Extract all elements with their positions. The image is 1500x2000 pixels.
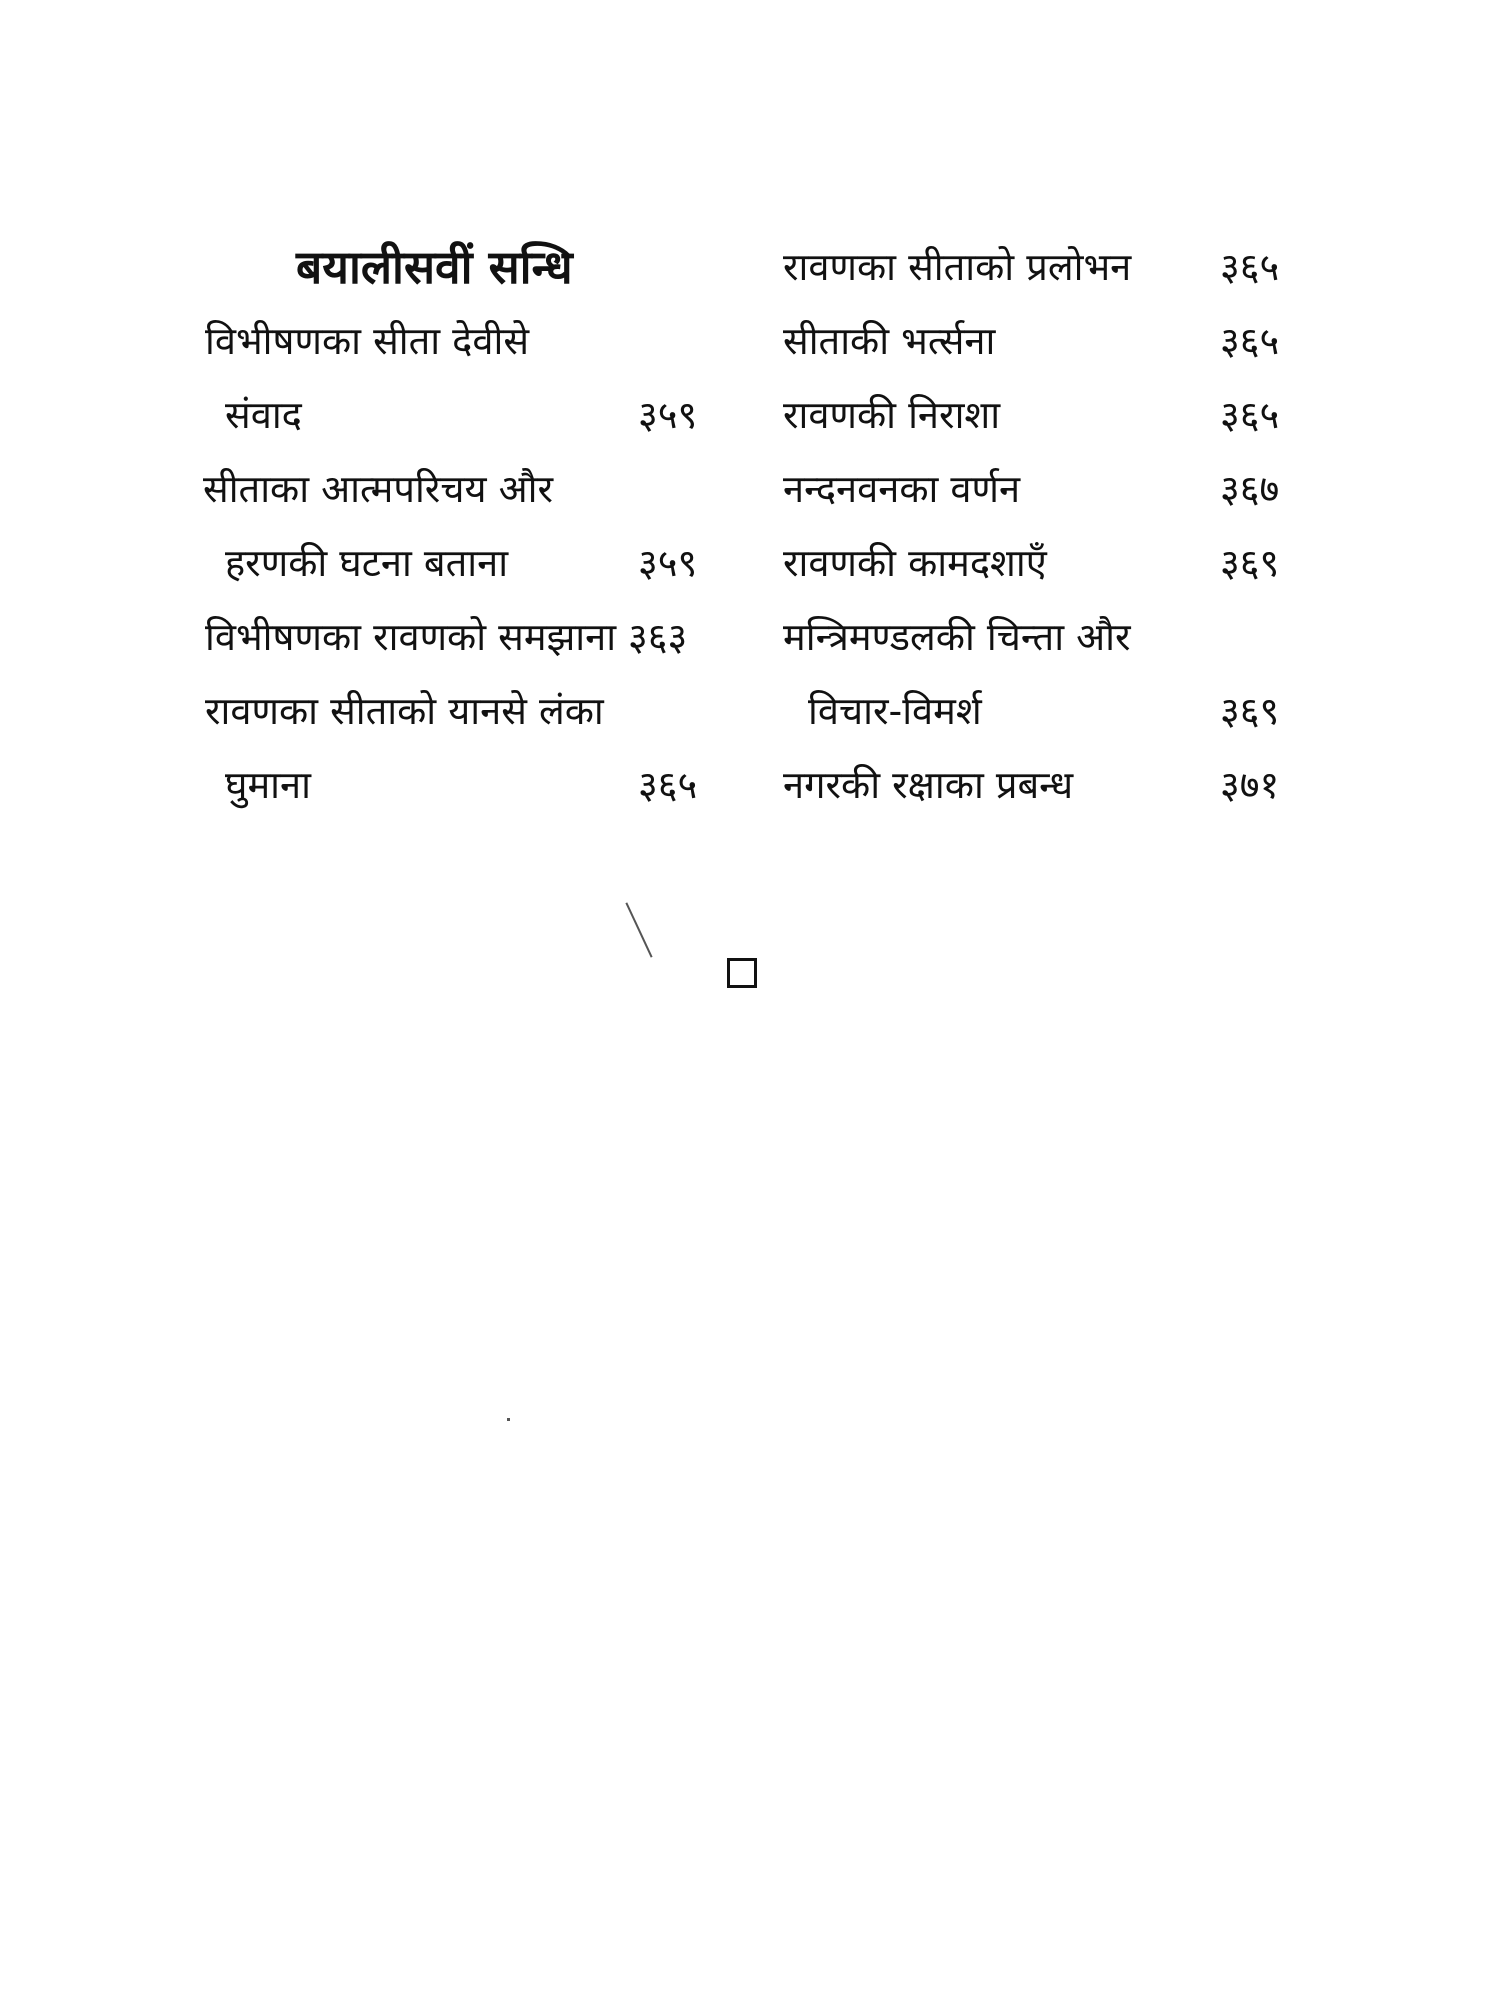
- toc-entry-text: रावणका सीताको यानसे लंका: [205, 689, 604, 733]
- toc-entry-text: विभीषणका सीता देवीसे: [205, 319, 530, 363]
- toc-entry-page: ३५९: [638, 393, 698, 437]
- toc-entry-page: ३५९: [638, 541, 698, 585]
- toc-entry-text: रावणका सीताको प्रलोभन: [783, 245, 1132, 289]
- toc-entry-page: ३६५: [1220, 319, 1280, 363]
- scan-speck: [625, 902, 652, 957]
- toc-entry-text: विभीषणका रावणको समझाना: [205, 615, 617, 659]
- end-mark-box: [727, 958, 757, 988]
- toc-entry-text: मन्त्रिमण्डलकी चिन्ता और: [783, 615, 1131, 659]
- toc-entry-text: रावणकी कामदशाएँ: [783, 541, 1047, 585]
- toc-entry-text: सीताका आत्मपरिचय और: [203, 467, 554, 511]
- toc-entry-text: रावणकी निराशा: [783, 393, 1001, 437]
- toc-entry-page: ३६५: [638, 763, 698, 807]
- toc-entry-text: संवाद: [225, 393, 302, 437]
- toc-entry-text: नगरकी रक्षाका प्रबन्ध: [783, 763, 1074, 807]
- toc-entry-page: ३६३: [628, 615, 688, 659]
- toc-entry-page: ३६५: [1220, 245, 1280, 289]
- toc-entry-page: ३६९: [1220, 541, 1280, 585]
- toc-entry-page: ३६५: [1220, 393, 1280, 437]
- toc-entry-page: ३६९: [1220, 689, 1280, 733]
- toc-entry-text: नन्दनवनका वर्णन: [783, 467, 1021, 511]
- section-heading: बयालीसवीं सन्धि: [296, 240, 573, 294]
- toc-entry-text: घुमाना: [225, 763, 311, 807]
- toc-entry-text: विचार-विमर्श: [808, 689, 982, 733]
- toc-entry-page: ३७१: [1220, 763, 1280, 807]
- scan-speck: [507, 1418, 510, 1421]
- toc-entry-text: हरणकी घटना बताना: [225, 541, 509, 585]
- toc-entry-text: सीताकी भर्त्सना: [783, 319, 996, 363]
- toc-entry-page: ३६७: [1220, 467, 1280, 511]
